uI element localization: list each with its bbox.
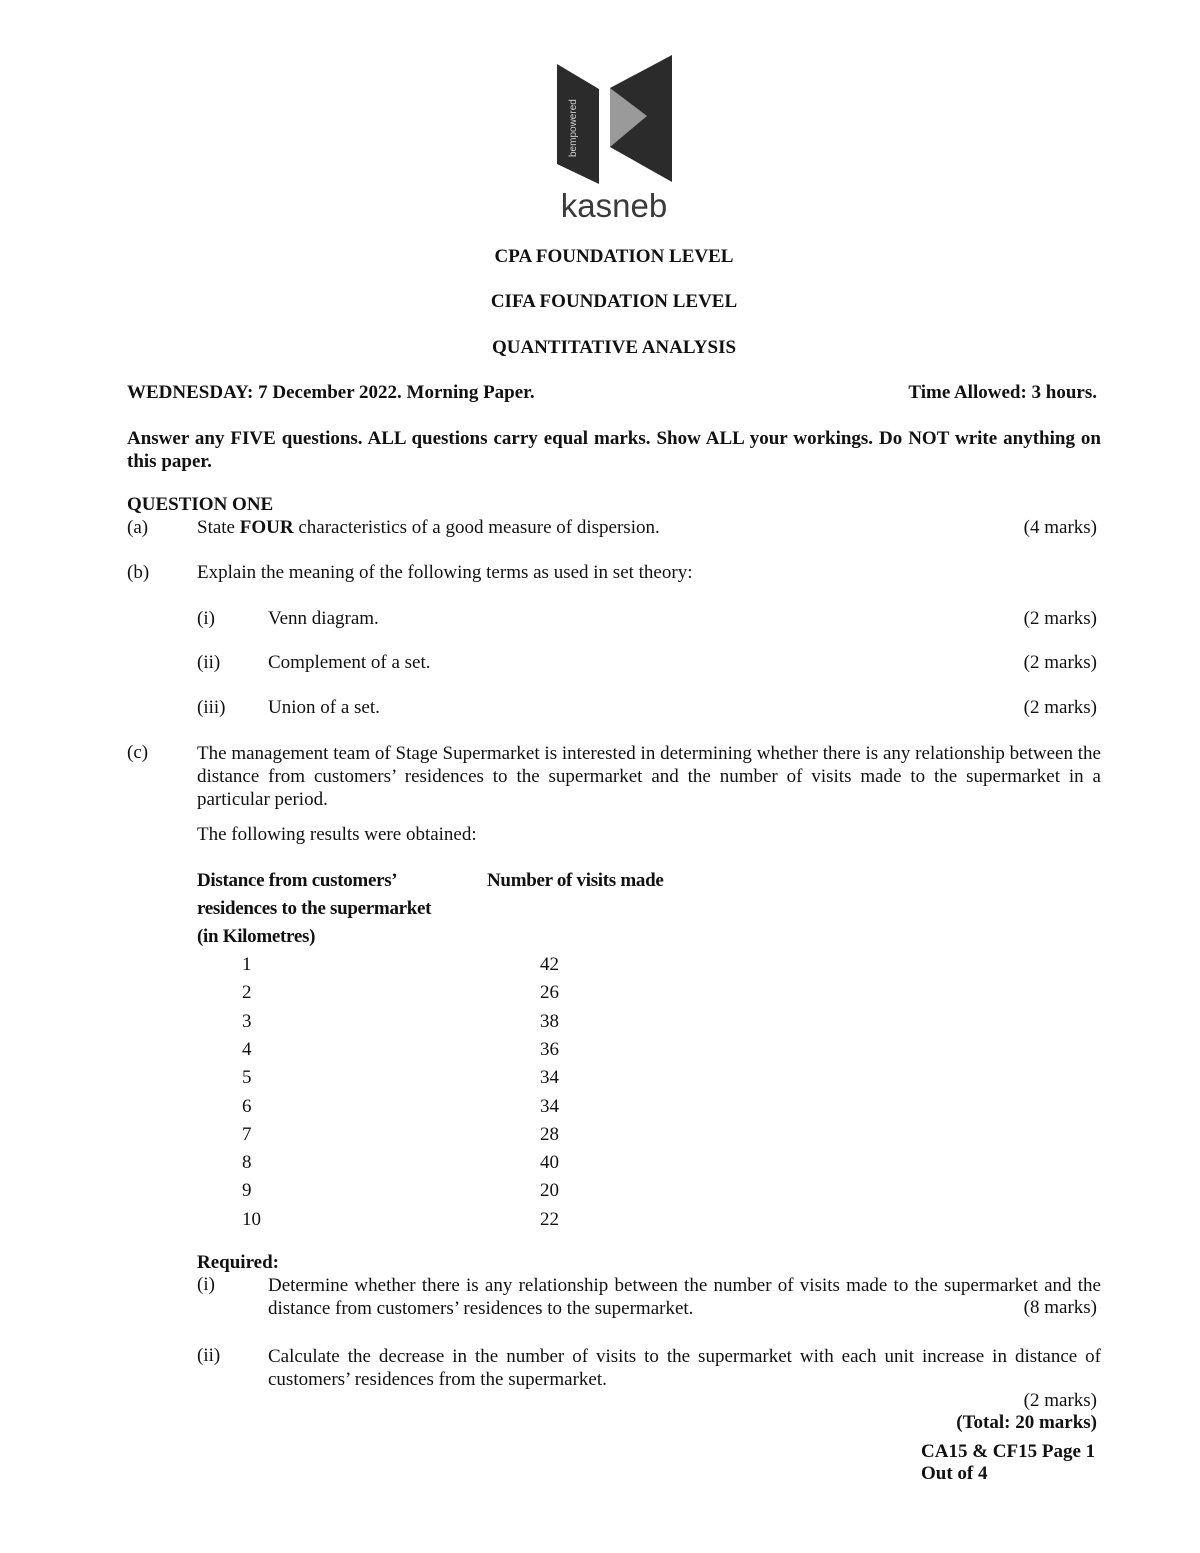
part-a-label: (a): [127, 517, 149, 538]
required-item-text: Determine whether there is any relationship between the number of visits made to the supermarket and the distance from customers’ residences to the supermarket.: [268, 1275, 1101, 1319]
exam-date: WEDNESDAY: 7 December 2022. Morning Paper.: [127, 382, 535, 403]
instructions: Answer any FIVE questions. ALL questions carry equal marks. Show ALL your workings. Do NOT write anything on this paper.: [127, 428, 1101, 472]
table-cell-distance: 4: [242, 1039, 252, 1060]
table-cell-visits: 20: [540, 1180, 559, 1201]
part-b-item-text: Union of a set.: [268, 697, 380, 718]
required-item-label: (i): [197, 1274, 215, 1295]
table-cell-distance: 3: [242, 1011, 252, 1032]
page-total: Out of 4: [921, 1463, 988, 1484]
table-cell-visits: 26: [540, 982, 559, 1003]
level-heading-cifa: CIFA FOUNDATION LEVEL: [490, 291, 738, 312]
question-title: QUESTION ONE: [127, 494, 274, 515]
part-b-item-marks: (2 marks): [1023, 652, 1097, 673]
table-cell-visits: 40: [540, 1152, 559, 1173]
table-cell-distance: 8: [242, 1152, 252, 1173]
results-intro: The following results were obtained:: [197, 824, 477, 845]
part-b-item-marks: (2 marks): [1023, 697, 1097, 718]
part-a-text: State FOUR characteristics of a good measure of dispersion.: [197, 517, 660, 538]
table-cell-distance: 1: [242, 954, 252, 975]
required-item-marks: (8 marks): [1023, 1297, 1097, 1318]
part-b-item-label: (i): [197, 608, 215, 629]
level-heading-cpa: CPA FOUNDATION LEVEL: [494, 246, 734, 267]
part-c-text: The management team of Stage Supermarket is interested in determining whether there is any relationship between the distance from customers’ residences to the supermarket and the number of visits made to the supermarket in a particular period.: [197, 743, 1101, 810]
time-allowed: Time Allowed: 3 hours.: [908, 382, 1097, 403]
part-b-label: (b): [127, 562, 150, 583]
required-label: Required:: [197, 1252, 279, 1273]
part-a-marks: (4 marks): [1023, 517, 1097, 538]
table-cell-visits: 34: [540, 1067, 559, 1088]
part-b-text: Explain the meaning of the following terms as used in set theory:: [197, 562, 693, 583]
table-cell-distance: 2: [242, 982, 252, 1003]
required-item-text: Calculate the decrease in the number of visits to the supermarket with each unit increase in distance of customers’ residences from the supermarket.: [268, 1346, 1101, 1390]
logo-wordmark: kasneb: [560, 187, 668, 224]
table-cell-distance: 5: [242, 1067, 252, 1088]
table-cell-visits: 22: [540, 1209, 559, 1230]
table-cell-visits: 36: [540, 1039, 559, 1060]
table-cell-distance: 10: [242, 1209, 261, 1230]
kasneb-logo-mark: [548, 52, 684, 224]
required-item-marks: (2 marks): [1023, 1390, 1097, 1411]
table-cell-distance: 9: [242, 1180, 252, 1201]
table-cell-distance: 7: [242, 1124, 252, 1145]
total-marks: (Total: 20 marks): [956, 1412, 1097, 1433]
kasneb-logo: [548, 52, 684, 224]
table-cell-distance: 6: [242, 1096, 252, 1117]
table-cell-visits: 42: [540, 954, 559, 975]
required-item-label: (ii): [197, 1345, 221, 1366]
logo-tagline: bempowered: [568, 99, 579, 157]
part-b-item-text: Venn diagram.: [268, 608, 379, 629]
part-b-item-label: (iii): [197, 697, 226, 718]
table-cell-visits: 34: [540, 1096, 559, 1117]
part-b-item-label: (ii): [197, 652, 221, 673]
part-c-label: (c): [127, 742, 149, 763]
table-header-visits: Number of visits made: [487, 870, 664, 891]
table-cell-visits: 28: [540, 1124, 559, 1145]
page-number: CA15 & CF15 Page 1: [921, 1441, 1096, 1462]
part-b-item-text: Complement of a set.: [268, 652, 431, 673]
paper-title: QUANTITATIVE ANALYSIS: [491, 337, 737, 358]
table-header-distance: Distance from customers’ residences to the supermarket (in Kilometres): [197, 870, 432, 947]
table-cell-visits: 38: [540, 1011, 559, 1032]
part-b-item-marks: (2 marks): [1023, 608, 1097, 629]
